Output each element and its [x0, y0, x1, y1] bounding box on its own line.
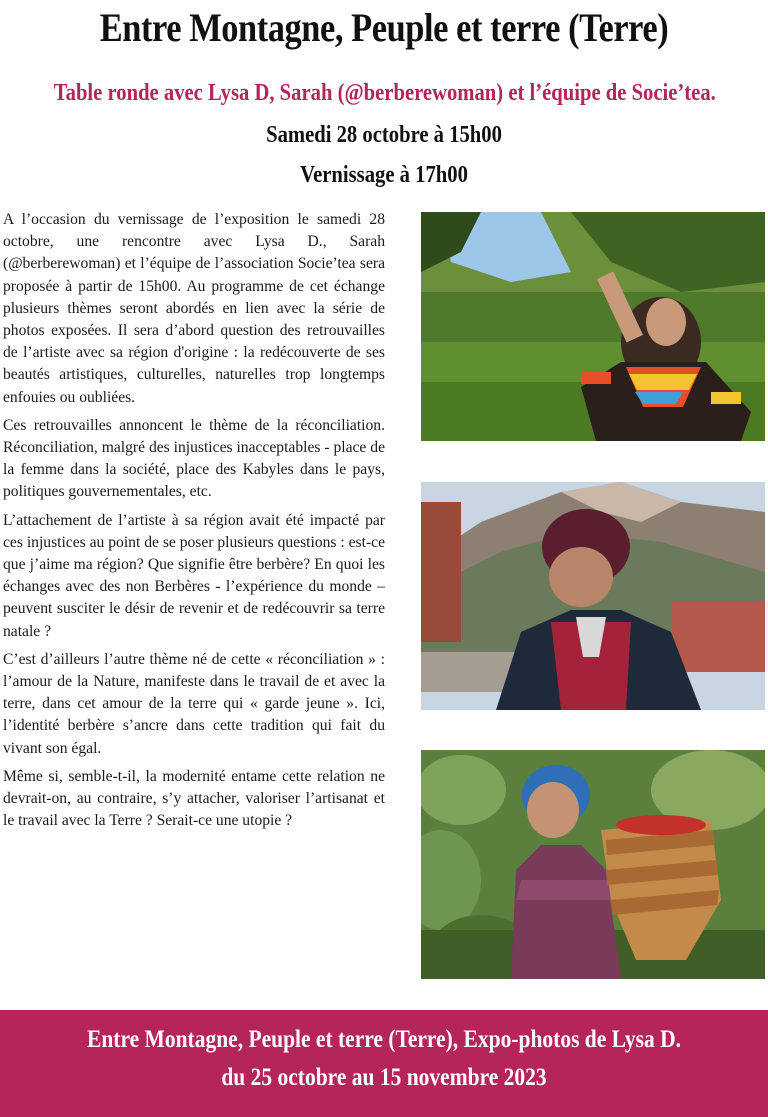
page-title: Entre Montagne, Peuple et terre (Terre): [99, 5, 669, 50]
paragraph-3: L’attachement de l’artiste à sa région avait été impacté par ces injustices au point de se poser plusieurs questions : est-ce que j’aime ma région? Que signifie être berbère? En quoi les échanges avec des non Berbères - l’expérience du monde – peuvent susciter le désir de revenir et de redécouvrir sa terre natale ?: [3, 511, 385, 640]
footer-exhibition-title: Entre Montagne, Peuple et terre (Terre), Expo-photos de Lysa D.: [87, 1026, 681, 1053]
paragraph-1: A l’occasion du vernissage de l’exposition le samedi 28 octobre, une rencontre avec Lysa D., Sarah (@berberewoman) et l’équipe de l’association Socie’tea sera proposée à partir de 15h00. Au programme de cet échange plusieurs thèmes seront abordés en lien avec la série de photos exposées. Il sera d’abord question des retrouvailles de l’artiste avec sa région d'origine : la redécouverte de ses beautés artistiques, culturelles, naturelles trop longtemps enfouies ou oubliées.: [3, 211, 385, 406]
photo-man-mountains: [421, 482, 765, 710]
photo-woman-basket: [421, 750, 765, 979]
footer-banner: [0, 1010, 768, 1117]
event-subtitle: Table ronde avec Lysa D, Sarah (@berberewoman) et l’équipe de Socie’tea.: [53, 80, 716, 106]
photo-woman-olive-grove: [421, 212, 765, 441]
paragraph-4: C’est d’ailleurs l’autre thème né de cette « réconciliation » : l’amour de la Nature, manifeste dans le travail de et avec la terre, dans cet amour de la terre qui « garde jeune ». Ici, l’identité berbère s’ancre dans cette tradition qui fait du vivant son égal.: [3, 650, 385, 757]
article-body: [3, 209, 385, 838]
footer-exhibition-dates: du 25 octobre au 15 novembre 2023: [221, 1064, 547, 1091]
event-date: Samedi 28 octobre à 15h00: [266, 122, 502, 148]
paragraph-5: Même si, semble-t-il, la modernité entame cette relation ne devrait-on, au contraire, s’y attacher, valoriser l’artisanat et le travail avec la Terre ? Serait-ce une utopie ?: [3, 767, 385, 830]
paragraph-2: Ces retrouvailles annoncent le thème de la réconciliation. Réconciliation, malgré des injustices inacceptables - place de la femme dans la société, place des Kabyles dans le pays, politiques gouvernementales, etc.: [3, 416, 385, 501]
vernissage-time: Vernissage à 17h00: [300, 162, 468, 188]
